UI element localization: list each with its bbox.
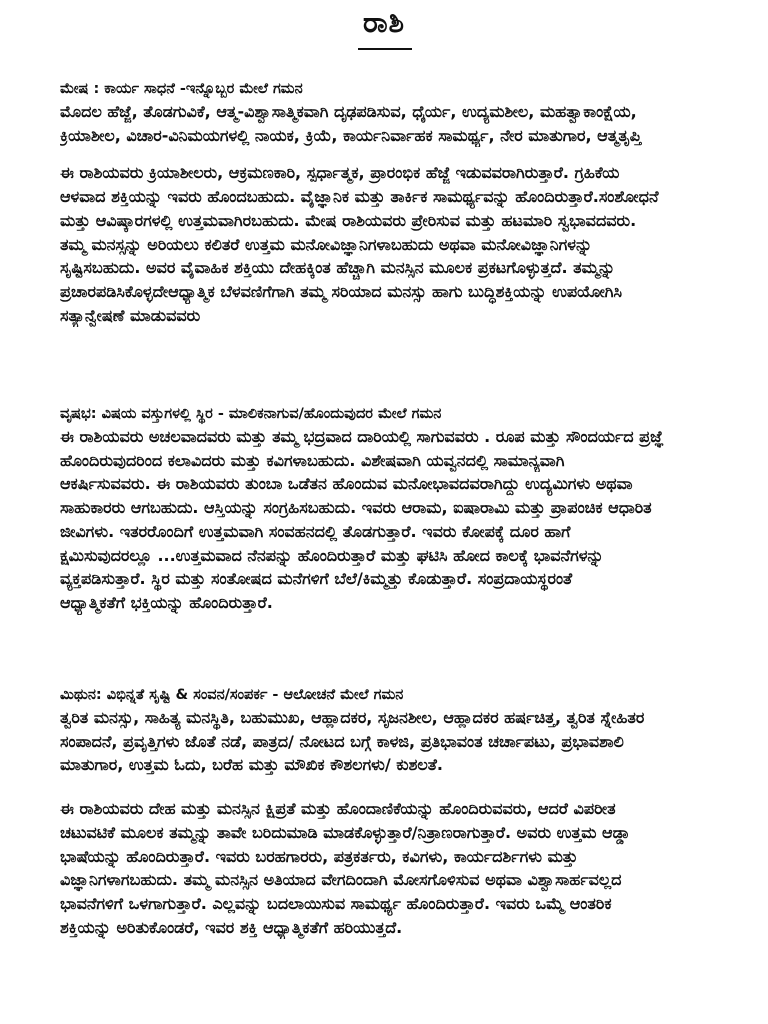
text-line: ತ್ವರಿತ ಮನಸ್ಸು, ಸಾಹಿತ್ಯ ಮನಸ್ಥಿತಿ, ಬಹುಮುಖ, ಆಹ್ಲಾದಕರ, ಸೃಜನಶೀಲ, ಆಹ್ಲಾದಕರ ಹರ್ಷಚಿತ್ತ, ತ್ವರಿತ ಸ್ನೇಹಿತರ	[60, 708, 645, 727]
text-line: ಭಾವನೆಗಳಿಗೆ ಒಳಗಾಗುತ್ತಾರೆ. ಎಲ್ಲವನ್ನು ಬದಲಾಯಿಸುವ ಸಾಮರ್ಥ್ಯ ಹೊಂದಿರುತ್ತಾರೆ. ಇವರು ಒಮ್ಮೆ ಆಂತರಿಕ	[60, 893, 612, 913]
section-heading: ವೃಷಭ: ವಿಷಯ ವಸ್ತುಗಳಲ್ಲಿ ಸ್ಥಿರ - ಮಾಲಿಕನಾಗುವ/ಹೊಂದುವುದರ ಮೇಲೆ ಗಮನ	[60, 406, 442, 422]
paragraph	[60, 161, 750, 327]
text-line: ಸಂಪಾದನೆ, ಪ್ರವೃತ್ತಿಗಳು ಜೊತೆ ನಡೆ, ಪಾತ್ರದ/ ನೋಟದ ಬಗ್ಗೆ ಕಾಳಜಿ, ಪ್ರತಿಭಾವಂತ ಚರ್ಚಾಪಟು, ಪ್ರಭಾವಶಾಲಿ	[60, 731, 624, 751]
text-line: ಮಾತುಗಾರ, ಉತ್ತಮ ಓದು, ಬರೆಹ ಮತ್ತು ಮೌಖಿಕ ಕೌಶಲಗಳು/ ಕುಶಲತೆ.	[60, 755, 443, 775]
title-underline	[358, 48, 412, 50]
text-line: ಮತ್ತು ಆವಿಷ್ಕಾರಗಳಲ್ಲಿ ಉತ್ತಮವಾಗಿರಬಹುದು. ಮೇಷ ರಾಶಿಯವರು ಪ್ರೇರಿಸುವ ಮತ್ತು ಹಟಮಾರಿ ಸ್ವಭಾವದವರು.	[60, 210, 637, 230]
section-vrishabha	[60, 403, 750, 615]
text-line: ಈ ರಾಶಿಯವರು ಕ್ರಿಯಾಶೀಲರು, ಆಕ್ರಮಣಕಾರಿ, ಸ್ಪರ್ಧಾತ್ಮಕ, ಪ್ರಾರಂಭಿಕ ಹೆಜ್ಜೆ ಇಡುವವರಾಗಿರುತ್ತಾರೆ. ಗ್ರಹಿಕೆಯ	[60, 163, 620, 183]
text-line: ಪ್ರಚಾರಪಡಿಸಿಕೊಳ್ಳದೇಆಧ್ಯಾತ್ಮಿಕ ಬೆಳವಣಿಗೆಗಾಗಿ ತಮ್ಮ ಸರಿಯಾದ ಮನಸ್ಸು ಹಾಗು ಬುದ್ಧಿಶಕ್ತಿಯನ್ನು ಉಪಯೋಗಿಸಿ	[60, 281, 623, 301]
section-heading: ಮೇಷ : ಕಾರ್ಯ ಸಾಧನೆ -ಇನ್ನೊಬ್ಬರ ಮೇಲೆ ಗಮನ	[60, 81, 303, 97]
text-line: ಜೀವಿಗಳು. ಇತರರೊಂದಿಗೆ ಉತ್ತಮವಾಗಿ ಸಂವಹನದಲ್ಲಿ ತೊಡಗುತ್ತಾರೆ. ಇವರು ಕೋಪಕ್ಕೆ ದೂರ ಹಾಗೆ	[60, 521, 571, 541]
text-line: ಹೊಂದಿರುವುದರಿಂದ ಕಲಾವಿದರು ಮತ್ತು ಕವಿಗಳಾಬಹುದು. ವಿಶೇಷವಾಗಿ ಯವ್ವನದಲ್ಲಿ ಸಾಮಾನ್ಯವಾಗಿ	[60, 450, 565, 470]
text-line: ಮೊದಲ ಹೆಜ್ಜೆ, ತೊಡಗುವಿಕೆ, ಆತ್ಮ-ವಿಶ್ವಾಸಾತ್ಮಿಕವಾಗಿ ದೃಢಪಡಿಸುವ, ಧೈರ್ಯ, ಉದ್ಯಮಶೀಲ, ಮಹತ್ವಾಕಾಂಕ್ಷೆಯ,	[60, 102, 637, 121]
text-line: ಶಕ್ತಿಯನ್ನು ಅರಿತುಕೊಂಡರೆ, ಇವರ ಶಕ್ತಿ ಆಧ್ಯಾತ್ಮಿಕತೆಗೆ ಹರಿಯುತ್ತದೆ.	[60, 917, 403, 937]
page-title: ರಾಶಿ	[362, 6, 406, 39]
text-line: ಈ ರಾಶಿಯವರು ಅಚಲವಾದವರು ಮತ್ತು ತಮ್ಮ ಭದ್ರವಾದ ದಾರಿಯಲ್ಲಿ ಸಾಗುವವರು . ರೂಪ ಮತ್ತು ಸೌಂದರ್ಯದ ಪ್ರಜ್ಞೆ	[60, 427, 664, 446]
text-line: ಭಾಷೆಯನ್ನು ಹೊಂದಿರುತ್ತಾರೆ. ಇವರು ಬರಹಗಾರರು, ಪತ್ರಕರ್ತರು, ಕವಿಗಳು, ಕಾರ್ಯದರ್ಶಿಗಳು ಮತ್ತು	[60, 846, 578, 866]
text-line: ಸಾಹುಕಾರರು ಆಗಬಹುದು. ಆಸ್ತಿಯನ್ನು ಸಂಗ್ರಹಿಸಬಹುದು. ಇವರು ಆರಾಮ, ಐಷಾರಾಮಿ ಮತ್ತು ಪ್ರಾಪಂಚಿಕ ಆಧಾರಿತ	[60, 498, 652, 518]
section-mithuna	[60, 684, 750, 939]
text-line: ಆಧ್ಯಾತ್ಮಿಕತೆಗೆ ಭಕ್ತಿಯನ್ನು ಹೊಂದಿರುತ್ತಾರೆ.	[60, 592, 273, 612]
text-line: ಸೃಷ್ಟಿಸಬಹುದು. ಅವರ ವೈವಾಹಿಕ ಶಕ್ತಿಯು ದೇಹಕ್ಕಿಂತ ಹೆಚ್ಚಾಗಿ ಮನಸ್ಸಿನ ಮೂಲಕ ಪ್ರಕಟಗೊಳ್ಳುತ್ತದೆ. ತಮ್ಮನ್ನು	[60, 258, 616, 278]
paragraph	[60, 797, 750, 939]
text-line: ಕ್ರಿಯಾಶೀಲ, ವಿಚಾರ-ವಿನಿಮಯಗಳಲ್ಲಿ ನಾಯಕ, ಕ್ರಿಯೆ, ಕಾರ್ಯನಿರ್ವಾಹಕ ಸಾಮರ್ಥ್ಯ, ನೇರ ಮಾತುಗಾರ, ಆತ್ಮತೃಪ್ತಿ	[60, 125, 642, 145]
text-line: ವಿಜ್ಞಾನಿಗಳಾಗಬಹುದು. ತಮ್ಮ ಮನಸ್ಸಿನ ಅತಿಯಾದ ವೇಗದಿಂದಾಗಿ ಮೋಸಗೊಳಿಸುವ ಅಥವಾ ವಿಶ್ವಾಸಾರ್ಹವಲ್ಲದ	[60, 870, 622, 890]
text-line: ಕ್ಷಮಿಸುವುದರಲ್ಲೂ ...ಉತ್ತಮವಾದ ನೆನಪನ್ನು ಹೊಂದಿರುತ್ತಾರೆ ಮತ್ತು ಘಟಿಸಿ ಹೋದ ಕಾಲಕ್ಕೆ ಭಾವನೆಗಳನ್ನು	[60, 545, 604, 565]
text-line: ಆಳವಾದ ಶಕ್ತಿಯನ್ನು ಇವರು ಹೊಂದಬಹುದು. ವೈಜ್ಞಾನಿಕ ಮತ್ತು ತಾರ್ಕಿಕ ಸಾಮರ್ಥ್ಯವನ್ನು ಹೊಂದಿರುತ್ತಾರೆ.ಸಂಶೋಧನೆ	[60, 187, 659, 207]
section-mesha	[60, 78, 750, 327]
text-line: ವ್ಯಕ್ತಪಡಿಸುತ್ತಾರೆ. ಸ್ಥಿರ ಮತ್ತು ಸಂತೋಷದ ಮನೆಗಳಿಗೆ ಬೆಲೆ/ಕಿಮ್ಮತ್ತು ಕೊಡುತ್ತಾರೆ. ಸಂಪ್ರದಾಯಸ್ಥರಂತೆ	[60, 569, 573, 589]
text-line: ಆಕರ್ಷಿಸುವವರು. ಈ ರಾಶಿಯವರು ತುಂಬಾ ಒಡೆತನ ಹೊಂದುವ ಮನೋಭಾವದವರಾಗಿದ್ದು ಉದ್ಯಮಿಗಳು ಅಥವಾ	[60, 474, 633, 494]
text-line: ತಮ್ಮ ಮನಸ್ಸನ್ನು ಅರಿಯಲು ಕಲಿತರೆ ಉತ್ತಮ ಮನೋವಿಜ್ಞಾನಿಗಳಾಬಹುದು ಅಥವಾ ಮನೋವಿಜ್ಞಾನಿಗಳನ್ನು	[60, 234, 593, 254]
text-line: ಚಟುವಟಿಕೆ ಮೂಲಕ ತಮ್ಮನ್ನು ತಾವೇ ಬರಿದುಮಾಡಿ ಮಾಡಕೊಳ್ಳುತ್ತಾರೆ/ನಿತ್ರಾಣರಾಗುತ್ತಾರೆ. ಅವರು ಉತ್ತಮ ಆಡ್ಡಾ	[60, 822, 631, 842]
text-line: ಸತ್ಯಾನ್ವೇಷಣೆ ಮಾಡುವವರು	[60, 305, 201, 325]
text-line: ಈ ರಾಶಿಯವರು ದೇಹ ಮತ್ತು ಮನಸ್ಸಿನ ಕ್ಷಿಪ್ರತೆ ಮತ್ತು ಹೊಂದಾಣಿಕೆಯನ್ನು ಹೊಂದಿರುವವರು, ಆದರೆ ವಿಪರೀತ	[60, 799, 616, 819]
section-heading: ಮಿಥುನ: ವಿಭಿನ್ನತೆ ಸೃಷ್ಟಿ & ಸಂವನ/ಸಂಪರ್ಕ - ಆಲೋಚನೆ ಮೇಲೆ ಗಮನ	[60, 687, 404, 703]
